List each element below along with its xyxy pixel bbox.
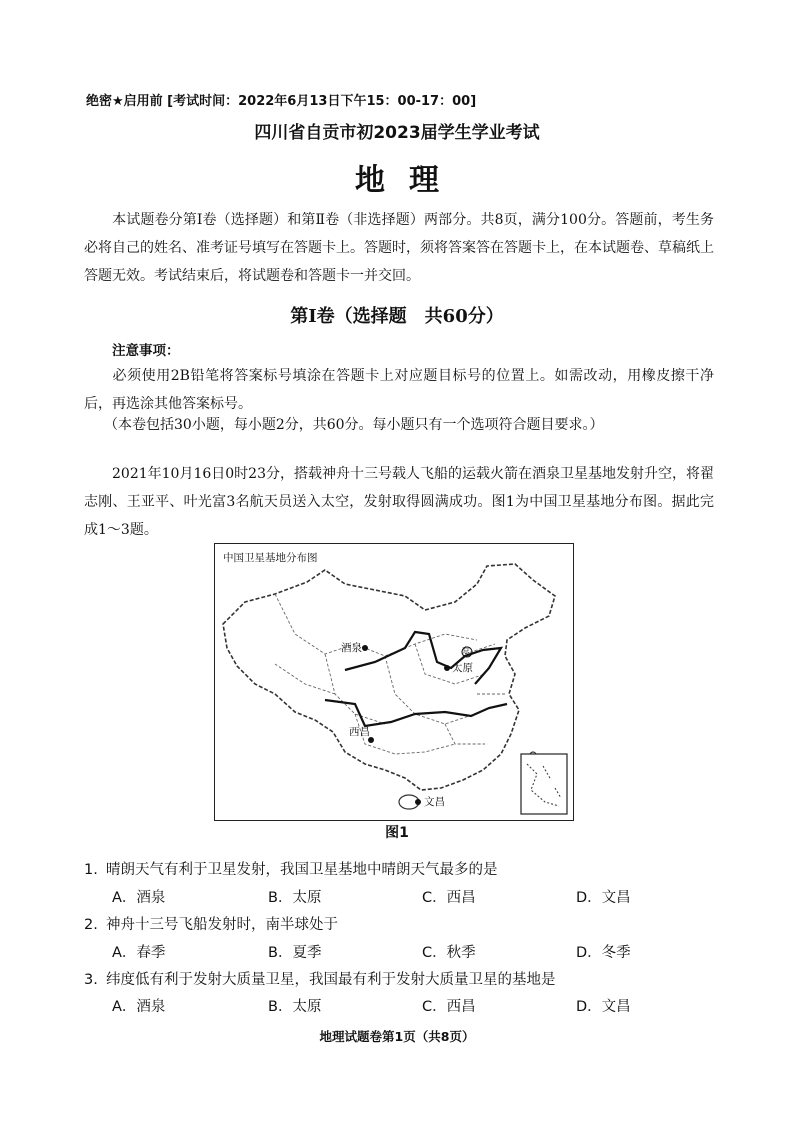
notice-paragraph <box>84 362 714 418</box>
intro-paragraph <box>84 206 714 290</box>
section-title: 第Ⅰ卷（选择题 共60分） <box>290 306 504 327</box>
wenchang-dot <box>415 799 421 805</box>
question-2 <box>84 913 338 934</box>
question-3-option-d: D．文昌 <box>576 999 631 1015</box>
city-label-xichang: 西昌 <box>349 726 370 738</box>
figure-caption: 图1 <box>385 825 409 841</box>
question-1-stem: 晴朗天气有利于卫星发射，我国卫星基地中晴朗天气最多的是 <box>106 862 498 878</box>
notice-text: 必须使用2B铅笔将答案标号填涂在答题卡上对应题目标号的位置上。如需改动，用橡皮擦干净后，再选涂其他答案标号。 <box>84 368 714 412</box>
notice-label: 注意事项： <box>112 343 180 359</box>
subject-title: 地理 <box>355 163 463 198</box>
china-satellite-base-map <box>214 543 574 821</box>
notice-note: （本卷包括30小题，每小题2分，共60分。每小题只有一个选项符合题目要求。） <box>104 417 604 433</box>
question-1-option-c: C．西昌 <box>422 890 476 906</box>
south-china-sea-inset <box>521 754 567 814</box>
city-label-taiyuan: 太原 <box>452 662 473 674</box>
question-2-option-b: B．夏季 <box>268 945 322 961</box>
question-1-option-b: B．太原 <box>268 890 322 906</box>
question-1-option-d: D．文昌 <box>576 890 631 906</box>
question-1 <box>84 858 498 879</box>
question-2-stem: 神舟十三号飞船发射时，南半球处于 <box>106 917 338 933</box>
jiuquan-dot <box>362 645 368 651</box>
map-drawing <box>215 544 572 819</box>
china-outline <box>223 564 555 790</box>
question-1-number: 1. <box>84 862 98 878</box>
question-2-number: 2. <box>84 917 98 933</box>
exam-name: 四川省自贡市初2023届学生学业考试 <box>254 123 540 143</box>
city-label-jiuquan: 酒泉 <box>341 642 362 654</box>
question-2-option-c: C．秋季 <box>422 945 476 961</box>
yangtze-river-line <box>325 700 507 726</box>
question-3-stem: 纬度低有利于发射大质量卫星，我国最有利于发射大质量卫星的基地是 <box>106 972 556 988</box>
question-3-option-c: C．西昌 <box>422 999 476 1015</box>
page-footer: 地理试题卷第1页（共8页） <box>319 1029 475 1044</box>
question-3 <box>84 968 556 989</box>
question-2-option-d: D．冬季 <box>576 945 631 961</box>
intro-text: 本试题卷分第Ⅰ卷（选择题）和第Ⅱ卷（非选择题）两部分。共8页，满分100分。答题前，考生务必将自己的姓名、准考证号填写在答题卡上。答题时，须将答案答在答题卡上，在本试题卷、草稿纸上答题无效。考试结束后，将试题卷和答题卡一并交回。 <box>84 212 714 284</box>
city-label-beijing: 京 <box>462 646 470 655</box>
question-2-option-a: A．春季 <box>112 945 166 961</box>
question-3-number: 3. <box>84 972 98 988</box>
passage-paragraph <box>84 460 714 544</box>
map-title: 中国卫星基地分布图 <box>223 552 318 564</box>
notice-note-paragraph <box>84 411 714 439</box>
question-1-option-a: A．酒泉 <box>112 890 166 906</box>
question-3-option-a: A．酒泉 <box>112 999 166 1015</box>
passage-text: 2021年10月16日0时23分，搭载神舟十三号载人飞船的运载火箭在酒泉卫星基地发射升空，将翟志刚、王亚平、叶光富3名航天员送入太空，发射取得圆满成功。图1为中国卫星基地分布图。据此完成1～3题。 <box>84 466 714 538</box>
city-label-wenchang: 文昌 <box>424 796 445 808</box>
confidential-header: 绝密★启用前 [考试时间：2022年6月13日下午15：00-17：00] <box>86 94 477 109</box>
taiyuan-dot <box>444 665 450 671</box>
question-3-option-b: B．太原 <box>268 999 322 1015</box>
